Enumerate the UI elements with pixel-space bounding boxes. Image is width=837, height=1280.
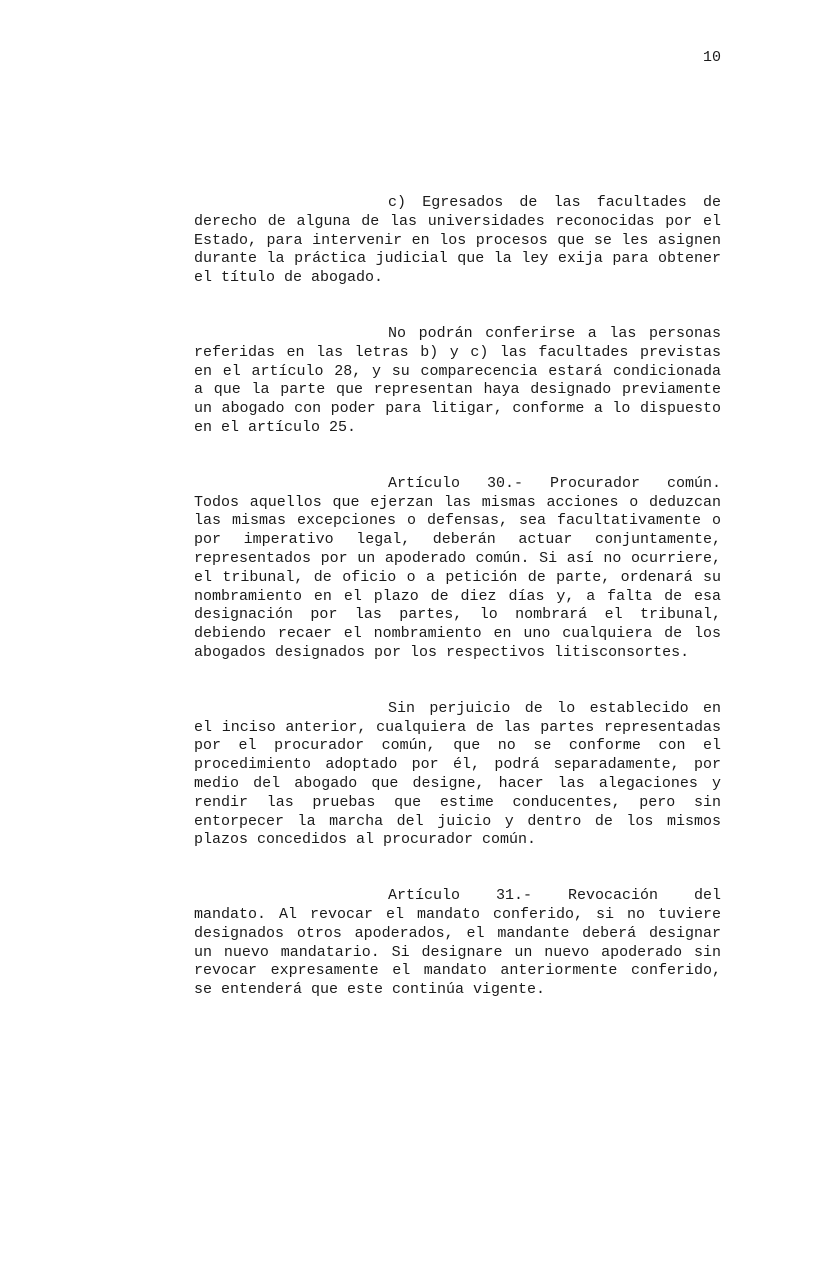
- paragraph-article-30: Artículo 30.- Procurador común. Todos aquellos que ejerzan las mismas acciones o deduzcan las mismas excepciones o defensas, sea facultativamente o por imperativo legal, deberán actuar conjuntamente, representados por un apoderado común. Si así no ocurriere, el tribunal, de oficio o a petición de parte, ordenará su nombramiento en el plazo de diez días y, a falta de esa designación por las partes, lo nombrará el tribunal, debiendo recaer el nombramiento en uno cualquiera de los abogados designados por los respectivos litisconsortes.: [194, 474, 721, 661]
- page-number: 10: [702, 49, 721, 66]
- paragraph-article-31: Artículo 31.- Revocación del mandato. Al revocar el mandato conferido, si no tuviere designados otros apoderados, el mandante deberá designar un nuevo mandatario. Si designare un nuevo apoderado sin revocar expresamente el mandato anteriormente conferido, se entenderá que este continúa vigente.: [194, 887, 721, 999]
- paragraph-article-30-continued: Sin perjuicio de lo establecido en el inciso anterior, cualquiera de las partes representadas por el procurador común, que no se conforme con el procedimiento adoptado por él, podrá separadamente, por medio del abogado que designe, hacer las alegaciones y rendir las pruebas que estime conducentes, pero sin entorpecer la marcha del juicio y dentro de los mismos plazos concedidos al procurador común.: [194, 699, 721, 849]
- paragraph-graduates: c) Egresados de las facultades de derecho de alguna de las universidades reconocidas por el Estado, para intervenir en los procesos que se les asignen durante la práctica judicial que la ley exija para obtener el título de abogado.: [194, 194, 721, 287]
- paragraph-restrictions: No podrán conferirse a las personas referidas en las letras b) y c) las facultades previstas en el artículo 28, y su comparecencia estará condicionada a que la parte que representan haya designado previamente un abogado con poder para litigar, conforme a lo dispuesto en el artículo 25.: [194, 324, 721, 436]
- document-body: [194, 194, 721, 1037]
